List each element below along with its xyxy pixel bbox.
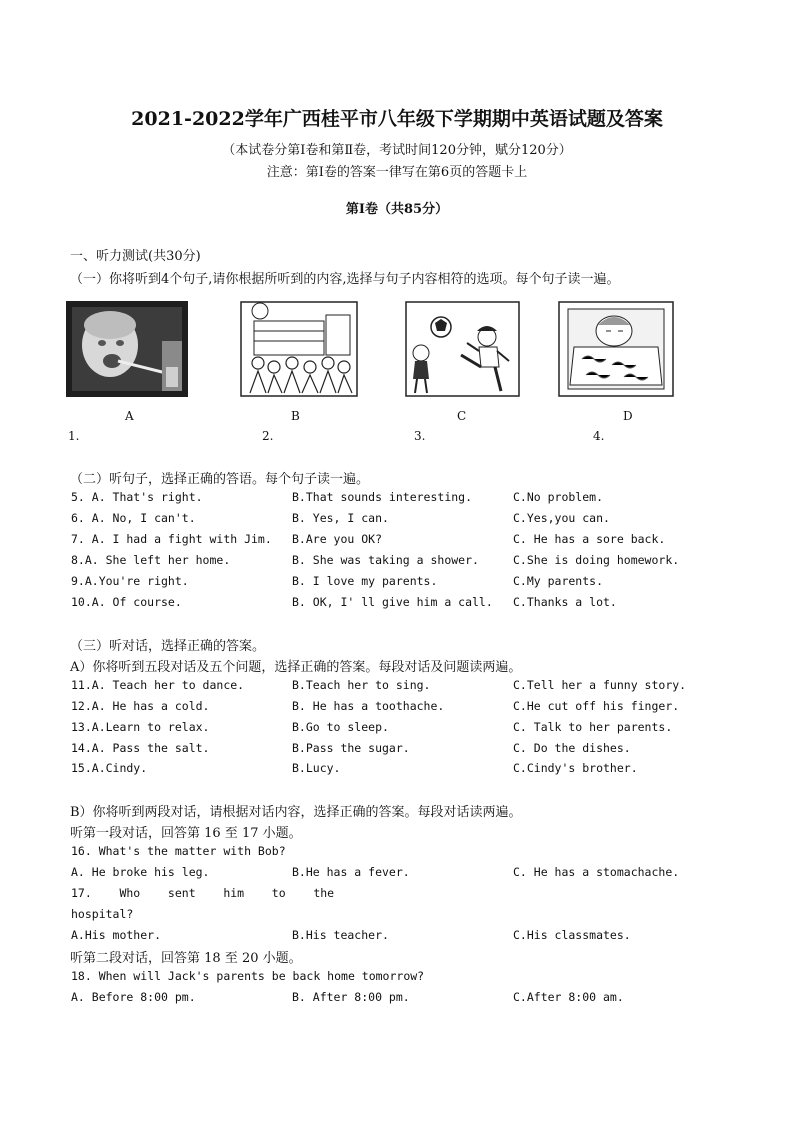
q10-option-c: C.Thanks a lot. (513, 595, 617, 609)
q15-option-a: 15.A.Cindy. (71, 761, 148, 775)
q12-option-b: B. He has a toothache. (292, 699, 445, 713)
child-in-bed-drawing (558, 301, 674, 397)
q5-option-b: B.That sounds interesting. (292, 490, 473, 504)
q15-option-c: C.Cindy's brother. (513, 761, 638, 775)
question-number-1: 1. (68, 429, 80, 443)
q17-option-b: B.His teacher. (292, 928, 389, 942)
q13-option-b: B.Go to sleep. (292, 720, 389, 734)
q16-question: 16. What's the matter with Bob? (71, 844, 286, 858)
q16-option-b: B.He has a fever. (292, 865, 410, 879)
q17-option-c: C.His classmates. (513, 928, 631, 942)
q14-option-a: 14.A. Pass the salt. (71, 741, 210, 755)
page-title: 2021-2022学年广西桂平市八年级下学期期中英语试题及答案 (131, 108, 663, 130)
q12-option-c: C.He cut off his finger. (513, 699, 680, 713)
q18-question: 18. When will Jack's parents be back home tomorrow? (71, 969, 425, 983)
q17-question-line2: hospital? (71, 907, 134, 921)
q18-option-a: A. Before 8:00 pm. (71, 990, 196, 1004)
q9-option-a: 9.A.You're right. (71, 574, 189, 588)
q10-option-a: 10.A. Of course. (71, 595, 182, 609)
part3a-instruction: A）你将听到五段对话及五个问题，选择正确的答案。每段对话及问题读两遍。 (70, 660, 522, 675)
q13-option-a: 13.A.Learn to relax. (71, 720, 210, 734)
q13-option-c: C. Talk to her parents. (513, 720, 673, 734)
q8-option-c: C.She is doing homework. (513, 553, 680, 567)
q18-option-c: C.After 8:00 am. (513, 990, 624, 1004)
q7-option-c: C. He has a sore back. (513, 532, 666, 546)
question-number-4: 4. (593, 429, 605, 443)
q17-option-a: A.His mother. (71, 928, 162, 942)
q15-option-b: B.Lucy. (292, 761, 341, 775)
part1-instruction: （一）你将听到4个句子,请你根据所听到的内容,选择与句子内容相符的选项。每个句子读一遍。 (70, 272, 620, 287)
q12-option-a: 12.A. He has a cold. (71, 699, 210, 713)
q8-option-b: B. She was taking a shower. (292, 553, 479, 567)
part3-instruction: （三）听对话，选择正确的答案。 (70, 639, 266, 654)
q8-option-a: 8.A. She left her home. (71, 553, 231, 567)
q11-option-b: B.Teach her to sing. (292, 678, 431, 692)
q6-option-c: C.Yes,you can. (513, 511, 610, 525)
question-number-3: 3. (414, 429, 426, 443)
q17-question-line1: 17. Who sent him to the (71, 886, 335, 900)
exam-note: 注意：第Ⅰ卷的答案一律写在第6页的答题卡上 (266, 165, 528, 180)
kids-soccer-drawing (405, 301, 520, 397)
q11-option-a: 11.A. Teach her to dance. (71, 678, 245, 692)
q7-option-b: B.Are you OK? (292, 532, 383, 546)
q5-option-a: 5. A. That's right. (71, 490, 203, 504)
school-crowd-drawing (240, 301, 358, 397)
q9-option-c: C.My parents. (513, 574, 604, 588)
q14-option-b: B.Pass the sugar. (292, 741, 410, 755)
section-heading: 一、听力测试(共30分) (70, 249, 201, 264)
volume-heading: 第Ⅰ卷（共85分） (345, 202, 449, 217)
picture-label-a: A (125, 409, 134, 423)
q16-option-a: A. He broke his leg. (71, 865, 210, 879)
q16-option-c: C. He has a stomachache. (513, 865, 680, 879)
q11-option-c: C.Tell her a funny story. (513, 678, 687, 692)
child-doctor-photo (66, 301, 188, 397)
q6-option-b: B. Yes, I can. (292, 511, 389, 525)
q5-option-c: C.No problem. (513, 490, 604, 504)
q6-option-a: 6. A. No, I can't. (71, 511, 196, 525)
picture-label-d: D (623, 409, 633, 423)
question-number-2: 2. (262, 429, 274, 443)
part3b-instruction: B）你将听到两段对话，请根据对话内容，选择正确的答案。每段对话读两遍。 (70, 805, 522, 820)
picture-label-c: C (457, 409, 467, 423)
q10-option-b: B. OK, I' ll give him a call. (292, 595, 493, 609)
q9-option-b: B. I love my parents. (292, 574, 438, 588)
q14-option-c: C. Do the dishes. (513, 741, 631, 755)
q7-option-a: 7. A. I had a fight with Jim. (71, 532, 272, 546)
dialog2-instruction: 听第二段对话，回答第 18 至 20 小题。 (70, 951, 302, 966)
dialog1-instruction: 听第一段对话，回答第 16 至 17 小题。 (70, 826, 302, 841)
part2-instruction: （二）听句子，选择正确的答语。每个句子读一遍。 (70, 472, 370, 487)
q18-option-b: B. After 8:00 pm. (292, 990, 410, 1004)
picture-label-b: B (291, 409, 300, 423)
exam-info: （本试卷分第Ⅰ卷和第Ⅱ卷，考试时间120分钟，赋分120分） (222, 143, 572, 158)
